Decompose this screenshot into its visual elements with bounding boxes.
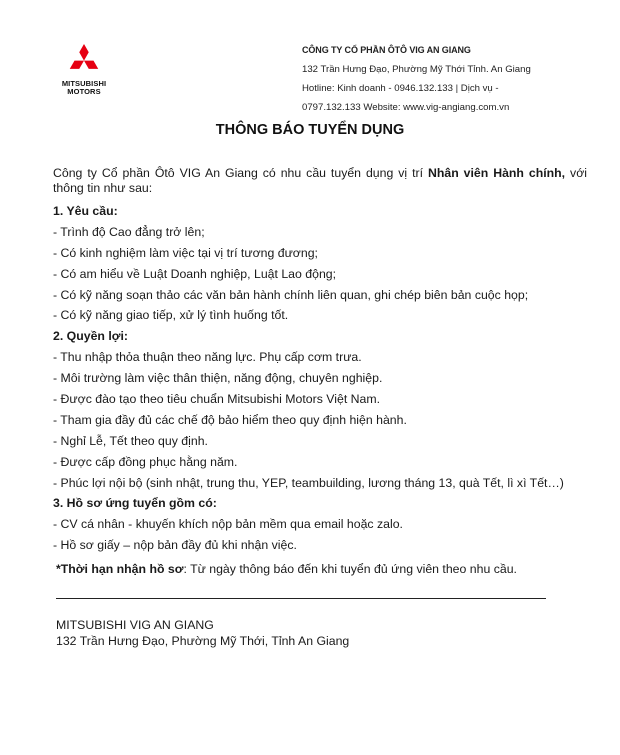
list-item: - Nghỉ Lễ, Tết theo quy định. — [53, 433, 208, 448]
logo-brand-line2: MOTORS — [67, 87, 101, 96]
list-item: - Tham gia đầy đủ các chế độ bảo hiểm theo quy định hiện hành. — [53, 412, 407, 427]
list-item: - Có kỹ năng giao tiếp, xử lý tình huống tốt. — [53, 308, 289, 323]
company-name: CÔNG TY CỔ PHẦN ÔTÔ VIG AN GIANG — [302, 45, 471, 55]
list-item: - Có am hiểu về Luật Doanh nghiệp, Luật Lao động; — [53, 266, 337, 281]
three-diamonds-icon — [64, 44, 104, 78]
logo-brand-line1: MITSUBISHI — [61, 79, 107, 88]
page-title: THÔNG BÁO TUYỂN DỤNG — [215, 122, 405, 138]
intro-position: Nhân viên Hành chính, — [427, 166, 566, 180]
deadline-label: *Thời hạn nhận hồ sơ — [56, 562, 184, 577]
intro-paragraph — [53, 166, 587, 196]
deadline-text: : Từ ngày thông báo đến khi tuyển đủ ứng viên theo nhu cầu. — [183, 562, 517, 577]
mitsubishi-logo — [54, 44, 114, 96]
benefits-heading: 2. Quyền lợi: — [53, 329, 129, 344]
announcement-body — [53, 166, 587, 579]
list-item: - Có kỹ năng soạn thảo các văn bản hành chính liên quan, ghi chép biên bản cuộc họp; — [53, 287, 529, 302]
deadline-note — [53, 559, 587, 579]
company-address: 132 Trần Hưng Đạo, Phường Mỹ Thới Tỉnh. An Giang — [302, 64, 531, 75]
list-item: - Được cấp đồng phục hằng năm. — [53, 454, 238, 469]
footer-company: MITSUBISHI VIG AN GIANG — [56, 618, 214, 632]
list-item: - Môi trường làm việc thân thiện, năng động, chuyên nghiệp. — [53, 371, 383, 386]
list-item: - Thu nhập thỏa thuận theo năng lực. Phụ cấp cơm trưa. — [53, 350, 362, 365]
intro-after: với thông tin như sau: — [53, 166, 587, 195]
company-hotline: Hotline: Kinh doanh - 0946.132.133 | Dịch vụ - — [302, 83, 499, 94]
list-item: - Hồ sơ giấy – nộp bản đầy đủ khi nhận việc. — [53, 538, 297, 553]
footer-divider — [56, 598, 546, 599]
list-item: - Có kinh nghiệm làm việc tại vị trí tương đương; — [53, 245, 318, 260]
documents-heading: 3. Hồ sơ ứng tuyển gồm có: — [53, 496, 217, 511]
list-item: - Trình độ Cao đẳng trở lên; — [53, 224, 205, 239]
footer — [56, 617, 349, 649]
footer-address: 132 Trần Hưng Đạo, Phường Mỹ Thới, Tỉnh An Giang — [56, 634, 350, 648]
list-item: - CV cá nhân - khuyến khích nộp bản mềm qua email hoặc zalo. — [53, 517, 403, 532]
company-header — [302, 41, 531, 117]
list-item: - Phúc lợi nội bộ (sinh nhật, trung thu, YEP, teambuilding, lương tháng 13, quà Tết, lì xì Tết…) — [53, 475, 564, 490]
list-item: - Được đào tạo theo tiêu chuẩn Mitsubishi Motors Việt Nam. — [53, 392, 381, 407]
company-phone-website: 0797.132.133 Website: www.vig-angiang.com.vn — [302, 102, 510, 113]
intro-before: Công ty Cổ phần Ôtô VIG An Giang có nhu cầu tuyển dụng vị trí — [53, 166, 428, 180]
requirements-heading: 1. Yêu cầu: — [53, 204, 118, 218]
